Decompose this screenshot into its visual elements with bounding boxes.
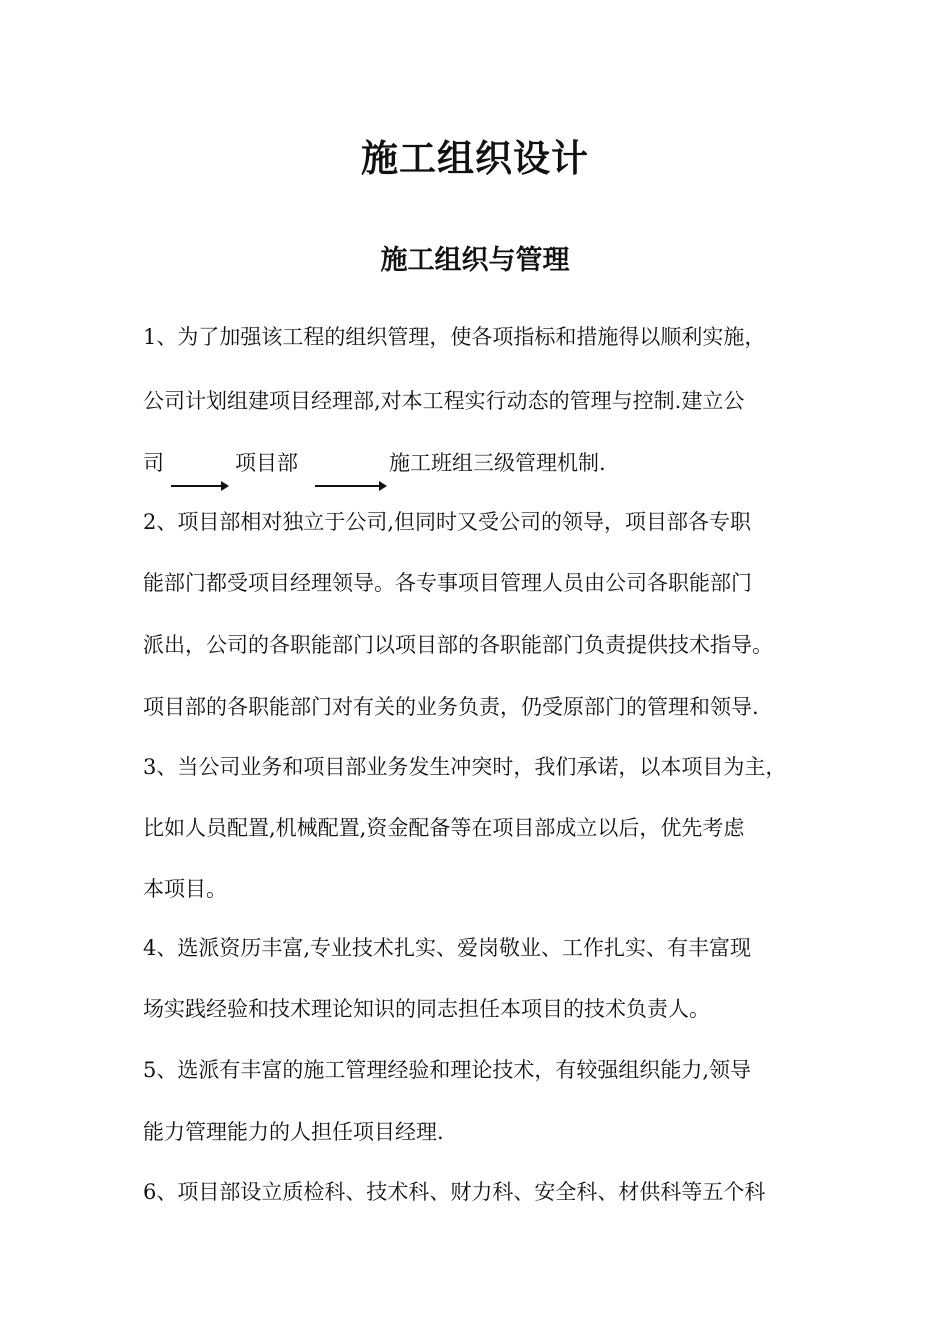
paragraph-line: 能部门都受项目经理领导。各专事项目管理人员由公司各职能部门	[143, 571, 752, 595]
paragraph-line: 能力管理能力的人担任项目经理.	[143, 1120, 444, 1144]
paragraph-line: 项目部的各职能部门对有关的业务负责，仍受原部门的管理和领导.	[143, 695, 759, 719]
paragraph-line: 派出，公司的各职能部门以项目部的各职能部门负责提供技术指导。	[143, 633, 773, 657]
section-heading: 施工组织与管理	[380, 245, 570, 276]
flow-teams: 施工班组三级管理机制.	[389, 451, 606, 475]
arrow-right-icon	[171, 485, 227, 487]
flow-company: 司	[143, 451, 164, 475]
paragraph-line: 5、选派有丰富的施工管理经验和理论技术，有较强组织能力,领导	[143, 1058, 752, 1082]
paragraph-line: 4、选派资历丰富,专业技术扎实、爱岗敬业、工作扎实、有丰富现	[143, 936, 752, 960]
paragraph-line: 3、当公司业务和项目部业务发生冲突时，我们承诺，以本项目为主，	[143, 755, 787, 779]
paragraph-line: 6、项目部设立质检科、技术科、财力科、安全科、材供科等五个科	[143, 1180, 766, 1204]
paragraph-line: 场实践经验和技术理论知识的同志担任本项目的技术负责人。	[143, 997, 710, 1021]
paragraph-line: 本项目。	[143, 877, 227, 901]
paragraph-line: 2、项目部相对独立于公司,但同时又受公司的领导，项目部各专职	[143, 510, 752, 534]
flow-project-dept: 项目部	[235, 451, 298, 475]
paragraph-line: 比如人员配置,机械配置,资金配备等在项目部成立以后，优先考虑	[143, 816, 745, 840]
paragraph-line: 1、为了加强该工程的组织管理，使各项指标和措施得以顺利实施，	[143, 325, 766, 349]
paragraph-line: 公司计划组建项目经理部,对本工程实行动态的管理与控制.建立公	[143, 389, 745, 413]
arrow-right-icon	[315, 485, 385, 487]
management-flow	[143, 448, 843, 498]
document-title: 施工组织设计	[361, 136, 589, 180]
